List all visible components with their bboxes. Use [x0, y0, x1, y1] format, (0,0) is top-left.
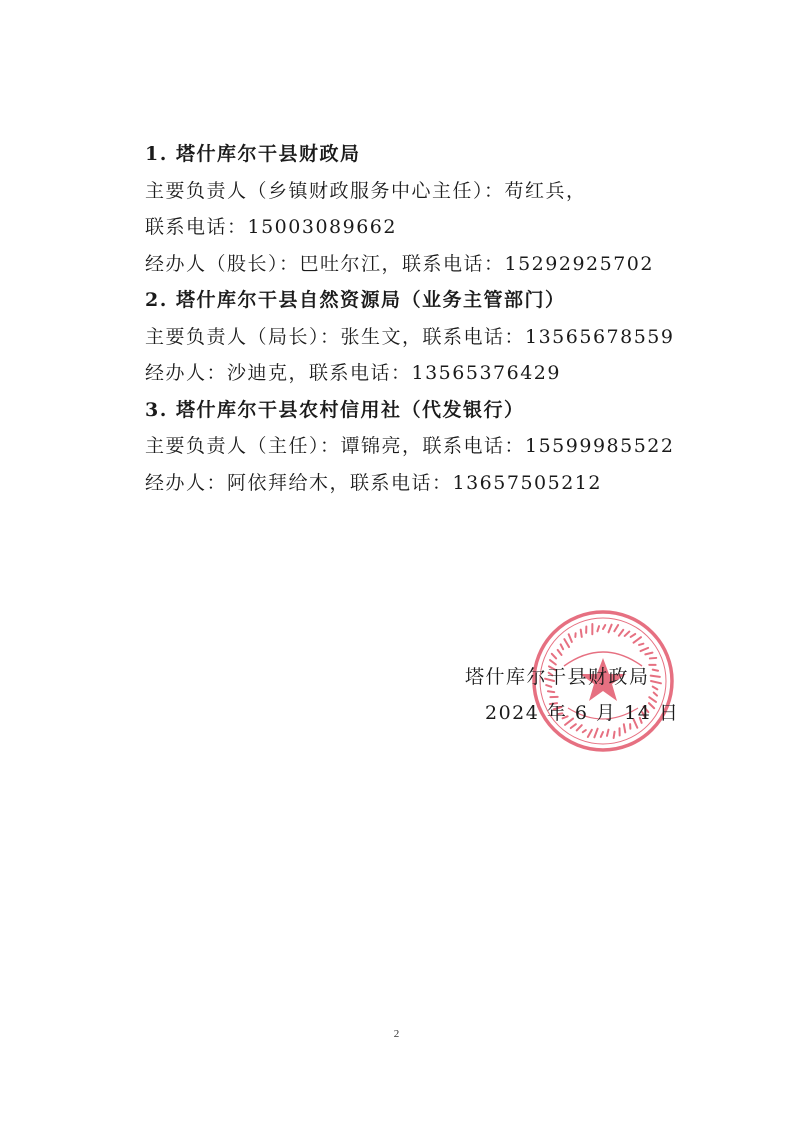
seal-ring-mark — [588, 730, 592, 737]
contact-line: 经办人（股长）：巴吐尔江，联系电话：15292925702 — [145, 252, 654, 275]
signoff-block — [465, 666, 680, 724]
seal-ring-mark — [608, 625, 611, 633]
seal-ring-mark — [601, 732, 603, 737]
seal-ring-mark — [603, 625, 605, 629]
seal-ring-mark — [650, 658, 656, 659]
seal-ring-mark — [624, 724, 625, 732]
signoff-organization: 塔什库尔干县财政局 — [465, 666, 650, 688]
seal-ring-mark — [550, 660, 556, 664]
seal-ring-mark — [614, 625, 618, 631]
seal-ring-mark — [564, 639, 569, 647]
seal-ring-mark — [597, 626, 599, 631]
seal-ring-mark — [552, 654, 556, 659]
seal-ring-mark — [571, 724, 576, 728]
seal-ring-mark — [645, 653, 652, 655]
seal-ring-mark — [577, 725, 582, 730]
contact-line: 联系电话：15003089662 — [145, 216, 397, 238]
contact-line: 主要负责人（乡镇财政服务中心主任）：苟红兵， — [145, 179, 587, 202]
section-heading-finance-bureau: 1. 塔什库尔干县财政局 — [145, 143, 361, 165]
seal-ring-mark — [639, 644, 643, 645]
seal-ring-mark — [607, 730, 609, 736]
contact-line: 主要负责人（局长）：张生文，联系电话：13565678559 — [145, 325, 675, 348]
contact-line: 主要负责人（主任）：谭锦亮，联系电话：15599985522 — [145, 435, 675, 457]
seal-ring-mark — [614, 732, 615, 738]
seal-ring-mark — [594, 729, 597, 738]
section-heading-rural-credit-cooperative: 3. 塔什库尔干县农村信用社（代发银行） — [145, 398, 525, 421]
seal-ring-mark — [569, 634, 572, 642]
contact-line: 经办人：阿依拜给木，联系电话：13657505212 — [145, 471, 602, 494]
contact-line: 经办人：沙迪克，联系电话：13565376429 — [145, 362, 561, 384]
seal-ring-mark — [581, 630, 582, 637]
seal-ring-mark — [558, 650, 562, 655]
seal-ring-mark — [641, 648, 649, 651]
seal-ring-mark — [634, 637, 641, 643]
seal-ring-mark — [561, 644, 563, 649]
page-number: 2 — [393, 1028, 400, 1040]
signoff-date: 2024 年 6 月 14 日 — [485, 702, 680, 724]
seal-ring-mark — [631, 634, 636, 637]
seal-ring-mark — [625, 632, 630, 636]
seal-ring-mark — [583, 730, 586, 732]
contact-list — [145, 143, 705, 508]
section-heading-natural-resources-bureau: 2. 塔什库尔干县自然资源局（业务主管部门） — [145, 289, 566, 311]
seal-ring-mark — [619, 630, 623, 636]
